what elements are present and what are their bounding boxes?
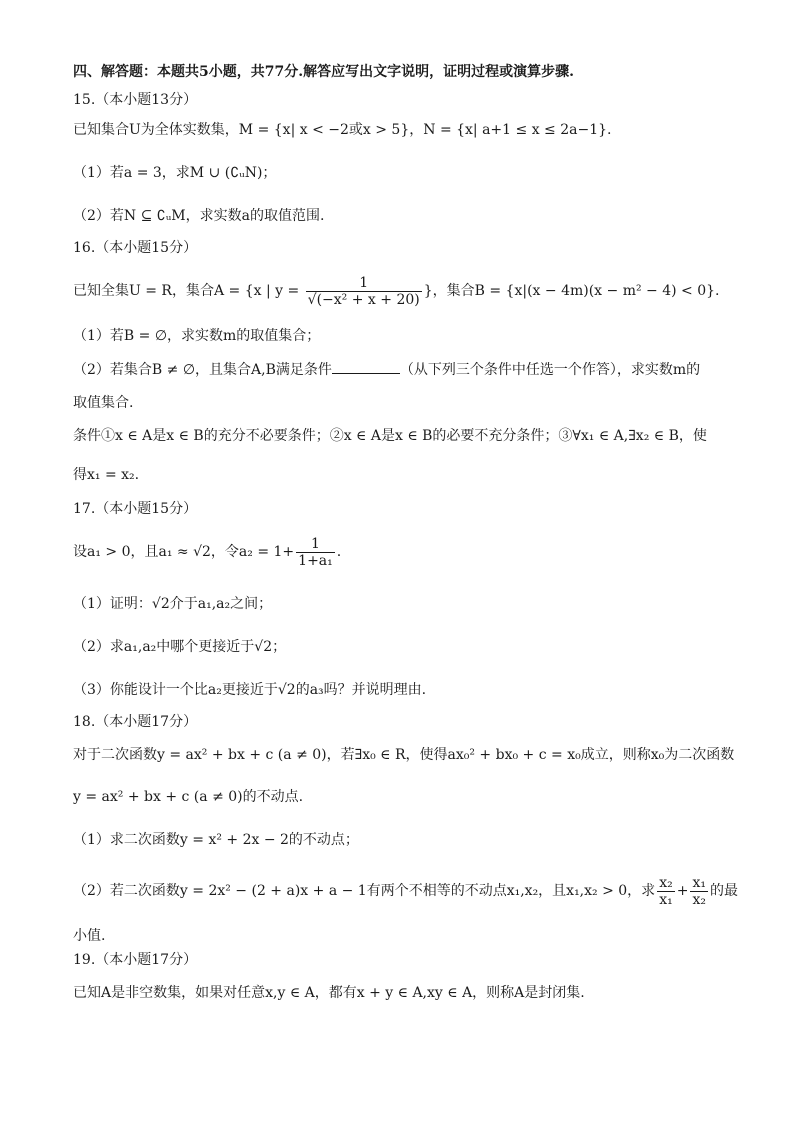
question-16-part-2-cont: 取值集合. (73, 395, 134, 411)
question-16-conditions: 条件①x ∈ A是x ∈ B的充分不必要条件；②x ∈ A是x ∈ B的必要不充分条件；③∀x₁ ∈ A,∃x₂ ∈ B，使 (73, 428, 707, 444)
question-16-conditions-cont: 得x₁ = x₂. (73, 467, 140, 483)
question-16-fraction (306, 275, 422, 308)
question-18-header: 18.（本小题17分） (73, 714, 198, 730)
answer-blank (332, 359, 400, 374)
question-17-part-2: （2）求a₁,a₂中哪个更接近于√2； (73, 639, 287, 655)
question-18-stem: 对于二次函数y = ax² + bx + c (a ≠ 0)，若∃x₀ ∈ R，使得ax₀² + bx₀ + c = x₀成立，则称x₀为二次函数 (73, 747, 735, 763)
question-18-part-2-post: 的最 (709, 883, 738, 899)
question-16-header: 16.（本小题15分） (73, 240, 198, 256)
question-18-part-1: （1）求二次函数y = x² + 2x − 2的不动点； (73, 832, 359, 848)
question-17-part-1: （1）证明：√2介于a₁,a₂之间； (73, 596, 273, 612)
question-18-fraction-1-denominator: x₁ (659, 891, 673, 908)
question-17-fraction (296, 536, 335, 569)
question-16-stem-pre: 已知全集U = R，集合A = {x | y = (73, 283, 304, 299)
question-18-fraction-1-numerator: x₂ (659, 874, 673, 891)
question-18-part-2-cont: 小值. (73, 928, 106, 944)
question-19-header: 19.（本小题17分） (73, 952, 198, 968)
question-15-part-2: （2）若N ⊆ ∁ᵤM，求实数a的取值范围. (73, 208, 325, 224)
question-18-plus: + (676, 883, 689, 899)
question-16-fraction-denominator: √(−x² + x + 20) (307, 291, 420, 308)
question-16-stem (73, 274, 733, 308)
question-15-header: 15.（本小题13分） (73, 92, 198, 108)
question-18-fraction-2-denominator: x₂ (692, 891, 706, 908)
question-17-fraction-denominator: 1+a₁ (298, 552, 333, 569)
question-19-stem: 已知A是非空数集，如果对任意x,y ∈ A，都有x + y ∈ A,xy ∈ A，则称A是封闭集. (73, 985, 585, 1001)
question-16-part-2-post: （从下列三个条件中任选一个作答），求实数m的 (399, 362, 701, 378)
question-18-fraction-2-numerator: x₁ (692, 874, 706, 891)
question-18-fraction-1 (657, 875, 675, 908)
question-18-part-2 (73, 873, 738, 909)
question-17-stem-post: . (336, 544, 342, 560)
question-17-fraction-numerator: 1 (296, 536, 335, 553)
question-17-part-3: （3）你能设计一个比a₂更接近于√2的a₃吗？并说明理由. (73, 682, 427, 698)
question-17-stem-pre: 设a₁ > 0，且a₁ ≈ √2，令a₂ = 1+ (73, 544, 295, 560)
question-17-header: 17.（本小题15分） (73, 501, 198, 517)
question-17-stem (73, 535, 733, 569)
question-16-part-2-pre: （2）若集合B ≠ ∅，且集合A,B满足条件 (73, 362, 332, 378)
question-15-part-1: （1）若a = 3，求M ∪ (∁ᵤN)； (73, 165, 277, 181)
section-heading: 四、解答题：本题共5小题，共77分.解答应写出文字说明，证明过程或演算步骤. (73, 64, 574, 80)
question-15-stem: 已知集合U为全体实数集，M = {x| x < −2或x > 5}，N = {x| a+1 ≤ x ≤ 2a−1}. (73, 122, 612, 138)
question-16-fraction-numerator: 1 (306, 275, 422, 292)
question-16-stem-post: }，集合B = {x|(x − 4m)(x − m² − 4) < 0}. (423, 283, 720, 299)
question-16-part-1: （1）若B = ∅，求实数m的取值集合； (73, 328, 321, 344)
question-18-part-2-pre: （2）若二次函数y = 2x² − (2 + a)x + a − 1有两个不相等的不动点x₁,x₂，且x₁,x₂ > 0，求 (73, 883, 656, 899)
question-18-stem-cont: y = ax² + bx + c (a ≠ 0)的不动点. (73, 789, 304, 805)
question-16-part-2 (73, 359, 733, 380)
question-18-fraction-2 (690, 875, 708, 908)
